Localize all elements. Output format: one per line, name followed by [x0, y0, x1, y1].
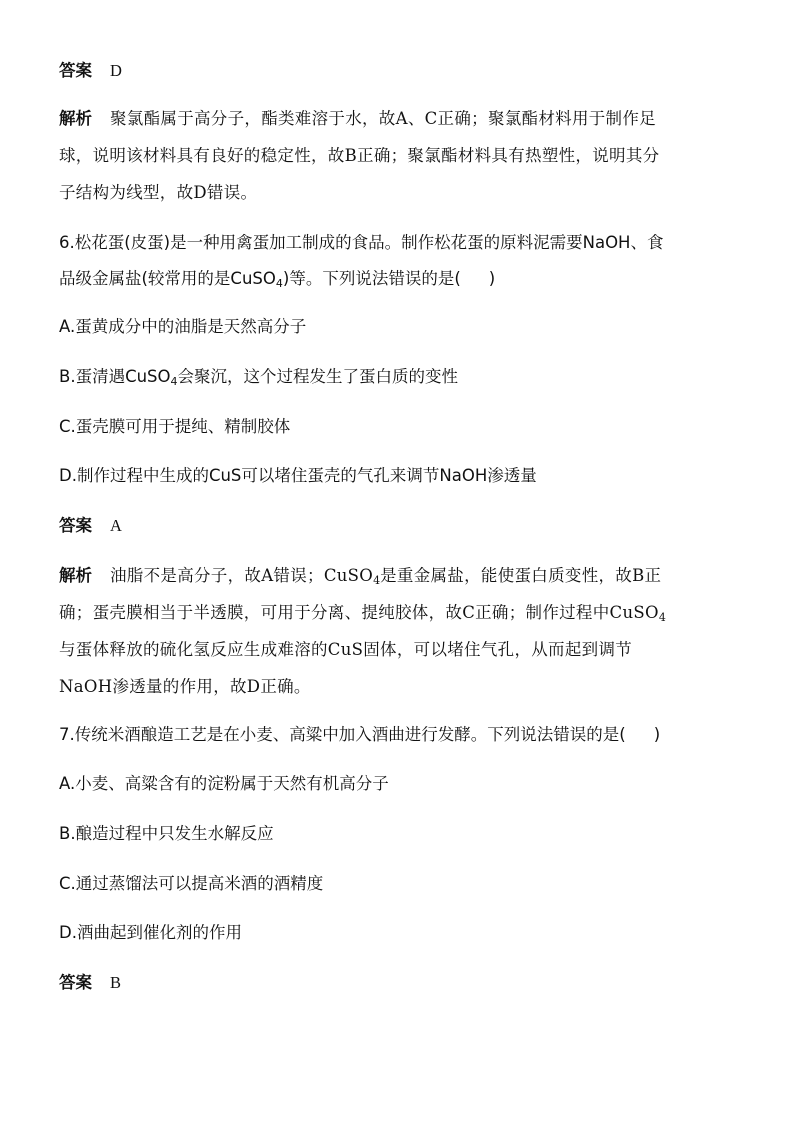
- q7-option-a: A.小麦、高粱含有的淀粉属于天然有机高分子: [59, 774, 389, 793]
- explanation-line-1: [59, 108, 656, 130]
- explanation-text: 确；蛋壳膜相当于半透膜，可用于分离、提纯胶体，故C正确；制作过程中CuSO: [59, 603, 659, 622]
- q6-stem-line-2: [59, 268, 495, 290]
- q6-stem-line-1: 6.松花蛋(皮蛋)是一种用禽蛋加工制成的食品。制作松花蛋的原料泥需要NaOH、食: [59, 233, 664, 252]
- q6-option-b: [59, 366, 458, 388]
- answer-value: D: [110, 61, 122, 80]
- answer-line-3: [59, 972, 121, 994]
- answer-value: A: [110, 516, 122, 535]
- explanation-label: 解析: [59, 109, 92, 128]
- q7-option-b: B.酿造过程中只发生水解反应: [59, 824, 274, 843]
- explanation-label: 解析: [59, 566, 92, 585]
- answer-label: 答案: [59, 61, 92, 80]
- subscript: 4: [275, 277, 283, 290]
- q6-stem-text: )等。下列说法错误的是(: [282, 269, 461, 288]
- subscript: 4: [658, 611, 667, 624]
- answer-label: 答案: [59, 516, 92, 535]
- explanation-text: 聚氯酯属于高分子，酯类难溶于水，故A、C正确；聚氯酯材料用于制作足: [110, 109, 656, 128]
- explanation-line-6: 与蛋体释放的硫化氢反应生成难溶的CuS固体，可以堵住气孔，从而起到调节: [59, 640, 633, 659]
- explanation-text: 油脂不是高分子，故A错误；CuSO: [110, 566, 374, 585]
- q6-stem-text: ): [488, 269, 496, 288]
- q6-option-d: D.制作过程中生成的CuS可以堵住蛋壳的气孔来调节NaOH渗透量: [59, 466, 537, 485]
- explanation-line-2: 球，说明该材料具有良好的稳定性，故B正确；聚氯酯材料具有热塑性，说明其分: [59, 146, 660, 165]
- subscript: 4: [170, 375, 178, 388]
- explanation-text: 是重金属盐，能使蛋白质变性，故B正: [380, 566, 662, 585]
- explanation-line-5: [59, 602, 666, 624]
- explanation-line-4: [59, 565, 661, 587]
- answer-line-1: [59, 60, 122, 82]
- q6-stem-text: 品级金属盐(较常用的是CuSO: [59, 269, 276, 288]
- answer-label: 答案: [59, 973, 92, 992]
- q7-option-d: D.酒曲起到催化剂的作用: [59, 923, 242, 942]
- q6-option-b-text: 会聚沉，这个过程发生了蛋白质的变性: [177, 367, 459, 386]
- explanation-line-7: NaOH渗透量的作用，故D正确。: [59, 677, 311, 696]
- q6-option-c: C.蛋壳膜可用于提纯、精制胶体: [59, 417, 291, 436]
- q7-stem-text: ): [653, 725, 661, 744]
- q6-option-a: A.蛋黄成分中的油脂是天然高分子: [59, 317, 307, 336]
- q7-stem: [59, 724, 660, 746]
- explanation-line-3: 子结构为线型，故D错误。: [59, 183, 258, 202]
- q7-stem-text: 7.传统米酒酿造工艺是在小麦、高粱中加入酒曲进行发酵。下列说法错误的是(: [59, 725, 626, 744]
- q7-option-c: C.通过蒸馏法可以提高米酒的酒精度: [59, 874, 324, 893]
- answer-value: B: [110, 973, 122, 992]
- subscript: 4: [373, 574, 381, 587]
- q6-option-b-text: B.蛋清遇CuSO: [59, 367, 171, 386]
- answer-line-2: [59, 515, 122, 537]
